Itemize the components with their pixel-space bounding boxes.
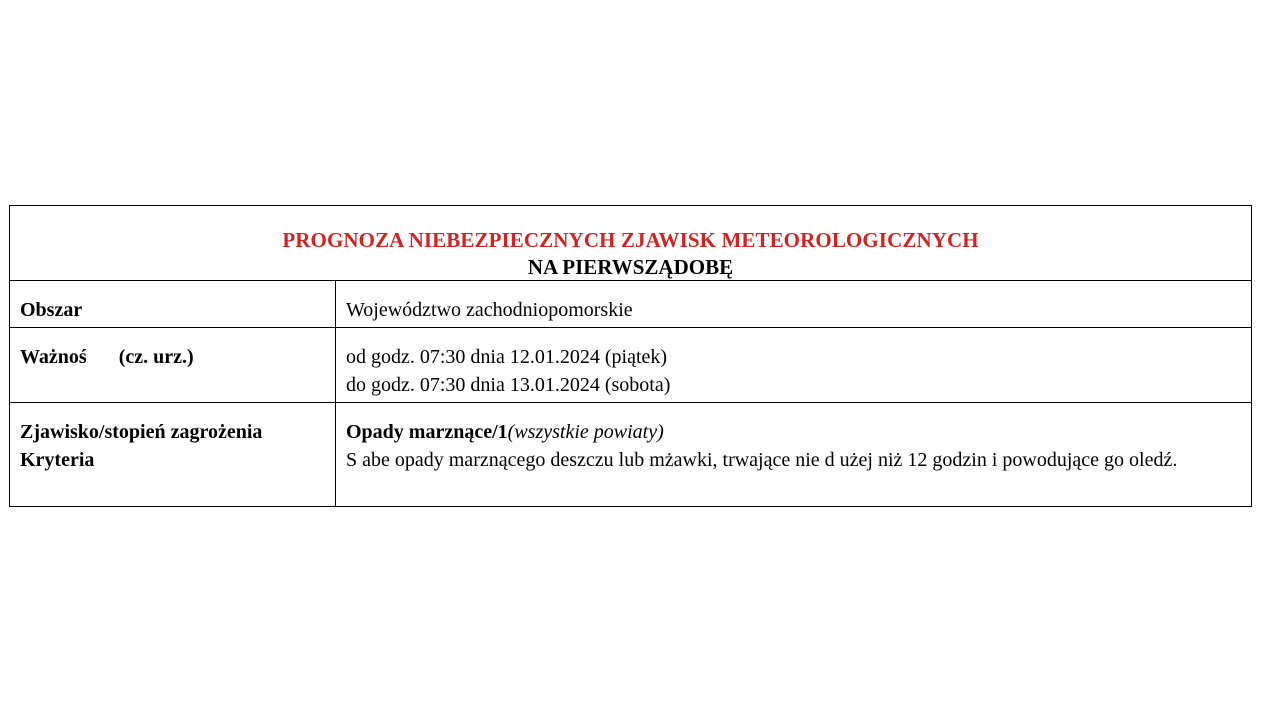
phenomenon-row	[10, 403, 1251, 506]
area-label: Obszar	[10, 281, 336, 327]
criteria-label: Kryteria	[20, 449, 95, 471]
phenomenon-description: S abe opady marznącego deszczu lub mżawki, trwające nie d użej niż 12 godzin i powodujące go oledź.	[346, 449, 1178, 471]
validity-to: do godz. 07:30 dnia 13.01.2024 (sobota)	[346, 374, 671, 396]
area-value: Województwo zachodniopomorskie	[346, 299, 633, 321]
validity-label: Ważnoś	[20, 346, 87, 368]
validity-row	[10, 328, 1251, 403]
phenomenon-scope: (wszystkie powiaty)	[507, 421, 664, 443]
area-row	[10, 281, 1251, 328]
table-header	[10, 206, 1251, 281]
warning-title: PROGNOZA NIEBEZPIECZNYCH ZJAWISK METEOROLOGICZNYCH	[282, 228, 979, 252]
warning-subtitle: NA PIERWSZĄDOBĘ	[527, 255, 734, 279]
phenomenon-value	[336, 403, 1251, 506]
validity-label-cell	[10, 328, 336, 402]
warning-table	[9, 205, 1252, 507]
phenomenon-name: Opady marznące/1	[346, 421, 508, 443]
phenomenon-label-cell	[10, 403, 336, 506]
validity-note: (cz. urz.)	[118, 346, 194, 368]
validity-value	[336, 328, 1251, 402]
validity-from: od godz. 07:30 dnia 12.01.2024 (piątek)	[346, 346, 668, 368]
phenomenon-label: Zjawisko/stopień zagrożenia	[20, 421, 263, 443]
